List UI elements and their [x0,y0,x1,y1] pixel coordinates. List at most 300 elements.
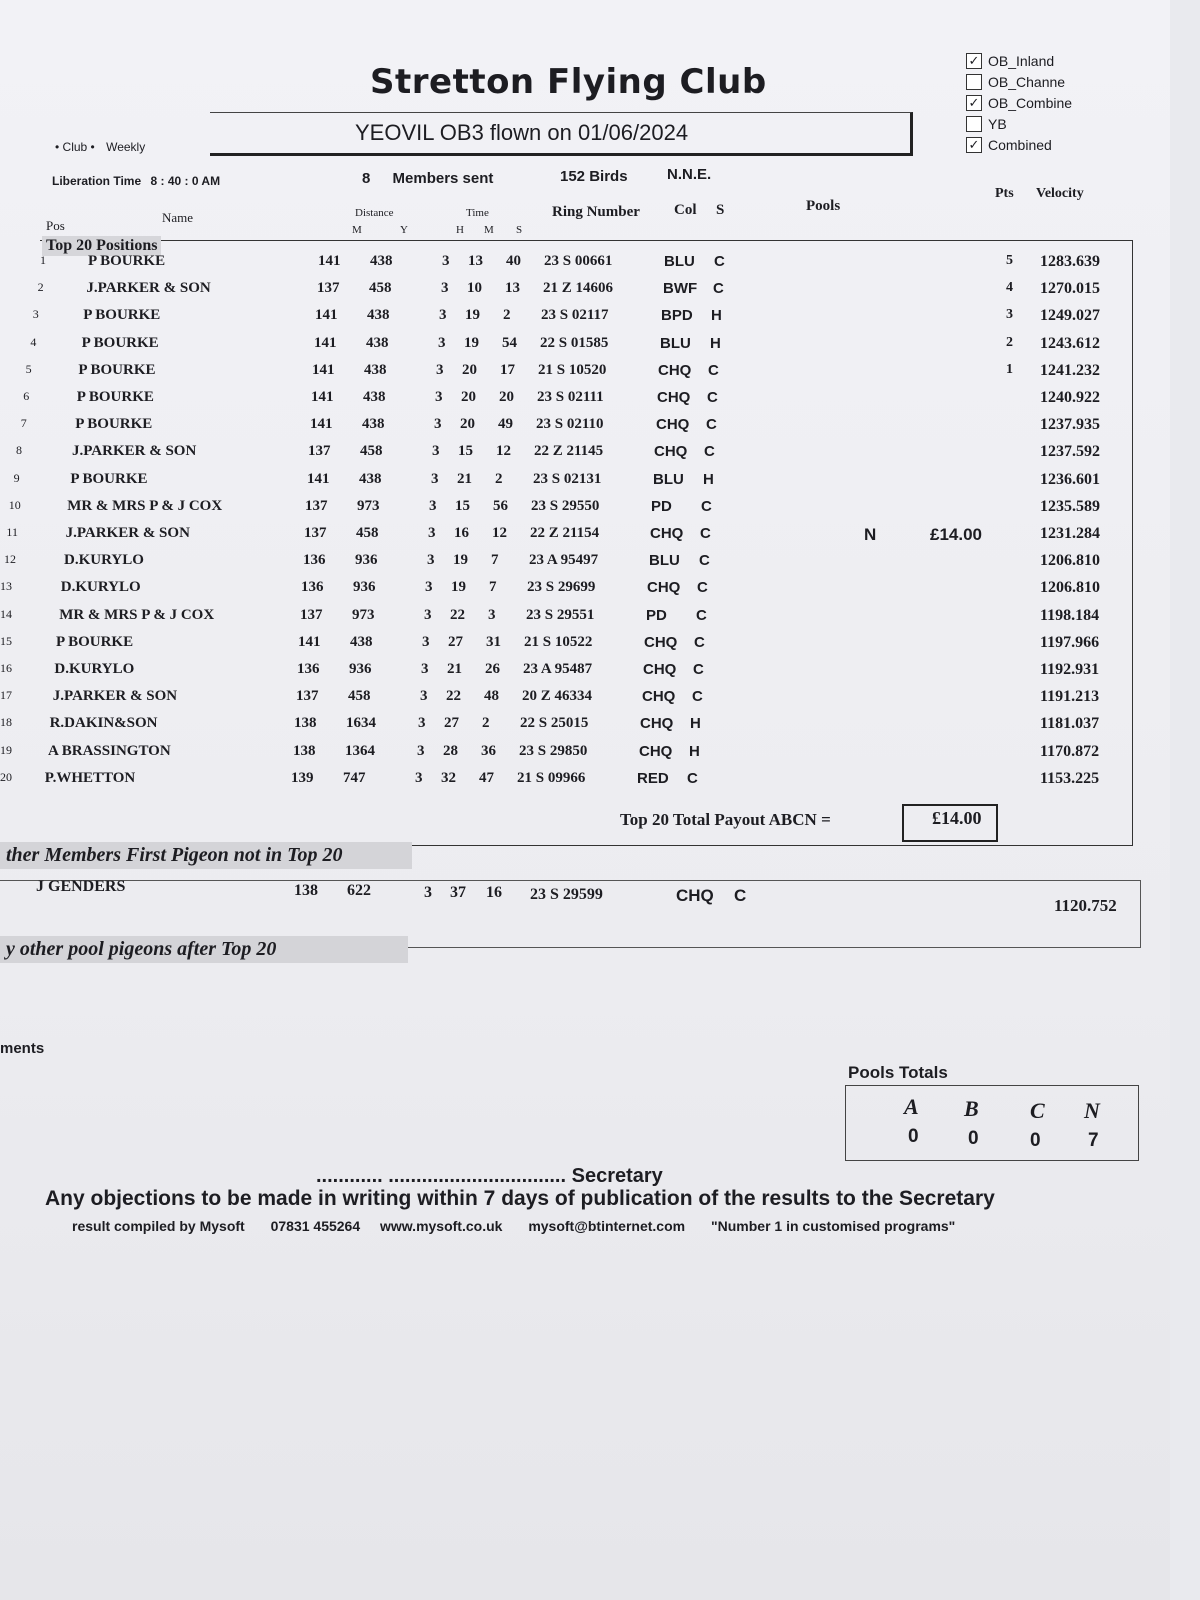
compiler-email[interactable]: mysoft@btinternet.com [528,1218,686,1234]
row-col: CHQ [640,715,674,733]
members-count: 8 [362,170,371,187]
row-dist-m: 136 [303,552,326,569]
row-time-h: 3 [438,334,446,351]
row-time-s: 54 [502,334,517,351]
row-sex: C [692,688,703,706]
row-pos: 15 [0,633,12,648]
col-header-name: Name [162,210,194,225]
other-pool-label: y other pool pigeons after Top 20 [0,936,408,963]
row-sex: C [714,253,725,270]
top20-total-amount: £14.00 [932,808,982,828]
club-title: Stretton Flying Club [370,62,767,102]
row-time-s: 7 [489,579,497,596]
row-ring: 23 S 02110 [536,416,604,433]
row-time-h: 3 [429,497,437,514]
row-time-s: 12 [496,443,511,460]
row-dist-m: 141 [312,361,335,378]
table-row [0,389,1130,415]
top20-total-label: Top 20 Total Payout ABCN = [620,810,831,829]
row-velocity: 1231.284 [1040,525,1100,542]
row-dist-m: 137 [300,606,323,623]
members-label: Members sent [392,170,494,187]
row-sex: H [710,334,721,352]
row-sex: C [693,661,704,678]
row-time-s: 12 [492,525,507,541]
row-col: BLU [660,334,691,352]
row-time-m: 20 [461,389,476,405]
row-velocity: 1170.872 [1040,742,1100,760]
compiler-phone: 07831 455264 [270,1218,361,1234]
row-col: BLU [653,470,684,488]
liberation-label: Liberation Time [52,174,142,188]
row-velocity: 1206.810 [1040,579,1100,597]
col-header-time-m: M [484,224,494,236]
row-pts: 2 [1006,334,1013,350]
row-sex: C [696,606,707,624]
row-time-m: 20 [460,416,475,433]
row-velocity: 1283.639 [1040,253,1100,270]
row-time-m: 21 [447,661,462,677]
row-velocity: 1236.601 [1040,470,1100,488]
row-sex: C [699,552,710,570]
row-sex: C [701,497,712,515]
row-dist-m: 137 [304,525,327,541]
other-member-name: J GENDERS [36,878,126,895]
row-name: D.KURYLO [54,661,135,677]
row-name: P BOURKE [56,633,134,650]
row-col: CHQ [642,688,676,706]
wind-direction: N.N.E. [667,166,712,183]
table-row [0,525,1130,551]
row-name: D.KURYLO [64,552,144,569]
pools-totals-label: Pools Totals [848,1063,948,1082]
row-dist-y: 458 [360,443,383,460]
table-row [0,661,1130,687]
other-member-dist-y: 622 [347,882,371,899]
row-pos: 17 [0,688,12,703]
row-velocity: 1197.966 [1040,633,1100,651]
row-col: CHQ [657,389,691,406]
row-velocity: 1192.931 [1040,661,1100,678]
compiled-by: result compiled by Mysoft [72,1218,245,1234]
pools-value-a: 0 [908,1126,919,1147]
row-ring: 22 S 25015 [520,715,589,732]
row-col: CHQ [644,633,678,651]
row-dist-y: 438 [362,416,385,433]
other-member-time-h: 3 [424,884,432,901]
row-velocity: 1206.810 [1040,552,1100,570]
row-velocity: 1237.592 [1040,443,1100,461]
objections-notice: Any objections to be made in writing within 7 days of publication of the results to the Secretary [45,1187,995,1210]
row-col: CHQ [650,525,684,542]
row-time-s: 3 [488,606,496,623]
row-pos: 19 [0,742,12,757]
other-member-dist-m: 138 [294,882,318,899]
row-velocity: 1270.015 [1040,280,1100,298]
table-row [0,307,1130,333]
row-dist-m: 137 [317,280,340,297]
row-ring: 23 A 95487 [523,661,593,677]
row-pos: 6 [23,389,30,403]
row-time-m: 32 [441,769,456,786]
row-time-h: 3 [420,688,428,705]
row-ring: 23 S 29850 [519,742,588,759]
row-time-s: 48 [484,688,499,705]
row-time-h: 3 [435,389,443,405]
row-time-m: 27 [448,633,463,650]
row-dist-m: 136 [297,661,320,677]
row-dist-y: 1364 [345,742,375,759]
row-sex: C [694,633,705,651]
table-row [0,579,1130,605]
row-velocity: 1198.184 [1040,606,1100,624]
row-pts: 4 [1006,280,1013,296]
row-col: CHQ [647,579,681,597]
pools-value-b: 0 [968,1128,979,1149]
row-velocity: 1235.589 [1040,497,1100,515]
row-col: CHQ [654,443,688,461]
col-header-col: Col [674,202,697,218]
row-ring: 22 S 01585 [540,334,609,351]
col-header-time: Time [466,207,489,219]
comments-label: ments [0,1040,45,1057]
option-yb[interactable]: YB [966,113,1072,134]
checkbox-combined[interactable]: ✓ [966,137,982,153]
row-time-h: 3 [436,361,444,378]
row-name: P BOURKE [88,253,166,269]
row-pos: 7 [20,416,27,431]
checkbox-ob-channe[interactable] [966,74,982,90]
row-dist-m: 138 [293,742,316,759]
row-time-h: 3 [439,307,447,324]
row-dist-m: 138 [294,715,317,732]
row-pos: 11 [6,525,18,539]
row-name: P BOURKE [70,470,148,487]
row-name: D.KURYLO [60,579,141,596]
row-ring: 23 S 02111 [537,389,604,405]
row-time-m: 20 [462,361,477,378]
row-pos: 14 [0,606,12,621]
row-pos: 13 [0,579,12,594]
row-time-h: 3 [431,470,439,487]
row-name: R.DAKIN&SON [49,715,158,732]
row-dist-m: 137 [305,497,328,514]
row-col: PD [646,606,667,624]
col-header-velocity: Velocity [1036,186,1084,201]
row-velocity: 1243.612 [1040,334,1100,352]
row-pos: 8 [16,443,22,458]
row-name: J.PARKER & SON [86,280,211,297]
row-name: MR & MRS P & J COX [59,606,215,623]
row-time-s: 2 [495,470,503,487]
compiler-website[interactable]: www.mysoft.co.uk [380,1218,503,1234]
row-pos: 2 [37,280,44,295]
col-header-pools: Pools [806,198,841,214]
row-sex: C [700,525,711,542]
row-time-m: 15 [455,497,470,514]
table-row [0,253,1130,279]
col-header-sex: S [716,202,725,218]
col-header-time-h: H [456,224,464,236]
row-dist-m: 141 [298,633,321,650]
row-velocity: 1240.922 [1040,389,1100,406]
option-combined[interactable]: ✓ Combined [966,134,1072,155]
row-time-m: 13 [468,253,483,269]
row-time-h: 3 [417,742,425,759]
row-pool: N [864,525,877,544]
row-col: CHQ [658,361,692,379]
row-dist-m: 141 [310,416,333,433]
row-col: BPD [661,307,693,325]
other-members-label: ther Members First Pigeon not in Top 20 [0,842,412,869]
row-time-h: 3 [415,769,423,786]
row-sex: C [697,579,708,597]
option-ob-channe[interactable]: OB_Channe [966,71,1072,92]
row-col: RED [637,769,669,787]
row-time-s: 2 [482,715,490,732]
table-row [0,443,1130,469]
row-time-s: 2 [503,307,511,324]
club-label [55,140,145,154]
row-ring: 23 S 29699 [527,579,596,596]
row-time-h: 3 [427,552,435,569]
row-dist-y: 438 [364,361,387,378]
liberation-value: 8 : 40 : 0 AM [150,174,221,188]
row-dist-y: 438 [363,389,386,405]
col-header-time-s: S [516,224,523,236]
row-pos: 1 [40,253,46,267]
row-time-s: 36 [481,742,496,759]
row-time-s: 47 [479,769,494,786]
row-dist-y: 458 [356,525,379,541]
row-time-m: 10 [467,280,482,297]
row-dist-y: 438 [370,253,393,269]
other-member-time-m: 37 [450,884,466,901]
col-header-pos: Pos [46,218,65,233]
row-sex: H [690,715,701,733]
table-row [0,715,1130,741]
row-col: CHQ [639,742,673,760]
row-dist-y: 1634 [346,715,376,732]
row-sex: C [687,769,698,787]
table-row [0,362,1130,388]
top20-label: Top 20 Positions [42,236,161,256]
row-time-m: 22 [450,606,465,623]
row-dist-y: 973 [357,497,380,514]
row-ring: 21 S 10520 [538,361,607,378]
other-member-col: CHQ [676,886,714,905]
row-time-h: 3 [442,253,450,269]
pools-value-n: 7 [1088,1130,1099,1151]
pools-header-c: C [1030,1098,1045,1123]
row-dist-m: 137 [308,443,331,460]
row-time-s: 7 [491,552,499,569]
row-pts: 5 [1006,253,1013,268]
row-time-m: 19 [453,552,468,569]
row-ring: 20 Z 46334 [522,688,593,705]
row-time-s: 26 [485,661,500,677]
other-member-ring: 23 S 29599 [530,886,603,903]
row-dist-y: 747 [343,769,366,786]
row-dist-m: 141 [315,307,338,324]
other-member-row [0,878,1140,915]
row-velocity: 1241.232 [1040,361,1100,379]
row-ring: 21 Z 14606 [543,280,614,297]
row-ring: 23 S 02131 [533,470,602,487]
row-col: PD [651,497,672,515]
row-dist-m: 141 [307,470,330,487]
row-time-h: 3 [418,715,426,732]
row-name: A BRASSINGTON [48,742,171,759]
col-header-pts: Pts [995,186,1014,201]
option-ob-combine[interactable]: ✓ OB_Combine [966,92,1072,113]
row-pos: 5 [25,361,32,376]
row-pos: 9 [13,470,20,485]
row-pos: 3 [32,307,39,322]
birds-count: 152 Birds [560,168,628,185]
other-member-velocity: 1120.752 [1054,896,1117,915]
pools-header-b: B [964,1096,979,1121]
pools-value-c: 0 [1030,1130,1041,1151]
row-time-m: 27 [444,715,459,732]
option-ob-inland[interactable]: ✓ OB_Inland [966,50,1072,71]
row-velocity: 1249.027 [1040,307,1100,325]
row-dist-y: 936 [349,661,372,677]
row-ring: 23 S 29550 [531,497,600,514]
row-pos: 16 [0,661,12,675]
row-ring: 23 A 95497 [529,552,599,569]
row-dist-y: 438 [359,470,382,487]
row-velocity: 1181.037 [1040,715,1100,733]
pools-totals-box [845,1085,1139,1161]
row-pos: 20 [0,769,12,784]
row-time-h: 3 [434,416,442,433]
row-name: P BOURKE [75,416,153,433]
race-options [966,50,1072,155]
row-velocity: 1153.225 [1040,769,1100,787]
row-pts: 3 [1006,307,1013,323]
club-type: Weekly [106,140,146,154]
other-member-sex: C [734,886,747,905]
table-row [0,688,1130,714]
row-dist-m: 141 [311,389,334,405]
row-col: CHQ [643,661,677,678]
row-name: MR & MRS P & J COX [67,497,223,514]
table-row [0,335,1130,361]
table-row [0,743,1130,769]
row-ring: 23 S 00661 [544,253,613,269]
col-header-ring: Ring Number [552,204,640,220]
col-header-distance: Distance [355,207,394,219]
table-row [0,280,1130,306]
row-name: J.PARKER & SON [52,688,178,705]
row-sex: C [708,361,719,379]
table-row [0,471,1130,497]
row-time-s: 31 [486,633,501,650]
row-dist-y: 458 [369,280,392,297]
row-time-m: 19 [464,334,479,351]
table-row [0,552,1130,578]
row-dist-m: 141 [314,334,337,351]
row-ring: 21 S 10522 [524,633,593,650]
table-row [0,634,1130,660]
row-time-m: 28 [443,742,458,759]
row-ring: 23 S 29551 [526,606,595,623]
row-dist-m: 139 [291,769,314,786]
row-sex: H [711,307,722,325]
row-ring: 22 Z 21145 [534,443,604,460]
row-pts: 1 [1006,361,1013,377]
row-sex: C [706,416,717,434]
row-pos: 10 [8,497,21,512]
row-time-m: 22 [446,688,461,705]
pools-header-a: A [904,1094,919,1119]
row-time-s: 49 [498,416,513,433]
table-row [0,770,1130,796]
row-name: P BOURKE [81,334,159,351]
col-header-dist-y: Y [400,224,408,236]
row-col: BLU [649,552,680,570]
row-time-s: 13 [505,280,520,297]
table-row [0,607,1130,633]
row-time-h: 3 [424,606,432,623]
row-dist-y: 458 [348,688,371,705]
compiler-slogan: "Number 1 in customised programs" [710,1218,956,1234]
row-time-m: 19 [451,579,466,596]
checkbox-ob-combine[interactable]: ✓ [966,95,982,111]
row-time-h: 3 [425,579,433,596]
row-time-s: 20 [499,389,514,405]
row-dist-y: 973 [352,606,375,623]
row-time-h: 3 [441,280,449,297]
race-title: YEOVIL OB3 flown on 01/06/2024 [355,120,689,145]
row-time-h: 3 [428,525,436,541]
row-name: J.PARKER & SON [65,525,190,541]
club-label-text: • Club • [55,140,95,154]
row-time-h: 3 [422,633,430,650]
secretary-line: ............ ................................ Secretary [316,1165,663,1187]
row-time-s: 40 [506,253,521,269]
row-col: BLU [664,253,695,270]
pools-header-n: N [1084,1098,1100,1123]
row-col: BWF [663,280,698,298]
row-dist-m: 136 [301,579,324,596]
row-name: J.PARKER & SON [72,443,197,460]
compiled-by-line [72,1218,955,1234]
row-ring: 21 S 09966 [517,769,586,786]
row-dist-y: 438 [366,334,389,351]
row-time-s: 56 [493,497,508,514]
checkbox-ob-inland[interactable]: ✓ [966,53,982,69]
col-header-dist-m: M [352,224,362,236]
row-pos: 4 [30,334,37,349]
checkbox-yb[interactable] [966,116,982,132]
row-sex: H [703,470,714,488]
row-name: P.WHETTON [44,769,136,786]
row-sex: C [707,389,718,406]
top20-rows [0,253,1140,793]
table-row [0,498,1130,524]
row-dist-y: 438 [367,307,390,324]
other-member-time-s: 16 [486,884,502,901]
row-time-m: 16 [454,525,469,541]
row-sex: C [704,443,715,461]
row-velocity: 1237.935 [1040,416,1100,434]
row-time-h: 3 [421,661,429,677]
table-row [0,416,1130,442]
row-sex: C [713,280,724,298]
row-ring: 22 Z 21154 [530,525,600,541]
